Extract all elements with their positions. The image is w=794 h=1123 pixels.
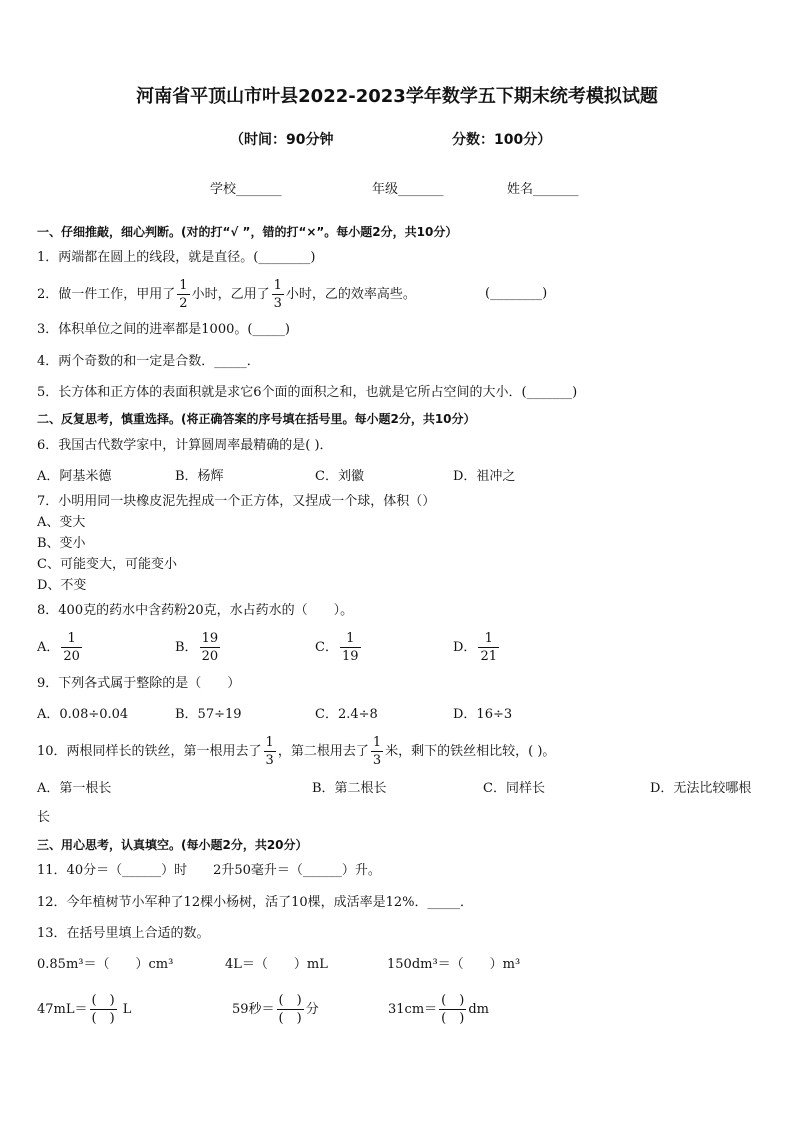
numerator: 1	[265, 735, 274, 750]
name-field[interactable]: 姓名_______	[507, 182, 579, 197]
q6-option-b: B．杨辉	[175, 469, 224, 484]
q2-text: 小时，乙用了	[191, 287, 270, 302]
denominator: 19	[341, 649, 359, 664]
question-13: 13．在括号里填上合适的数。	[37, 926, 210, 941]
fraction	[200, 630, 221, 665]
numerator: 1	[67, 631, 76, 646]
section-3-heading: 三、用心思考，认真填空。(每小题2分，共20分）	[37, 838, 308, 852]
numerator-blank[interactable]: ( )	[278, 993, 302, 1008]
q9-option-b: B．57÷19	[175, 707, 242, 722]
numerator-blank[interactable]: ( )	[91, 993, 115, 1008]
fraction	[272, 277, 284, 312]
q9-option-d: D．16÷3	[453, 707, 513, 722]
q13-item: 4L＝（ ）mL	[225, 957, 328, 972]
fraction	[340, 630, 361, 665]
q6-option-a: A．阿基米德	[37, 469, 112, 484]
question-1: 1．两端都在圆上的线段，就是直径。(________)	[37, 250, 316, 265]
denominator: 21	[480, 649, 497, 664]
fraction-blank[interactable]	[90, 992, 117, 1027]
numerator: 1	[484, 631, 493, 646]
numerator: 1	[179, 278, 188, 293]
unit: dm	[468, 1002, 489, 1017]
unit: 分	[305, 1002, 319, 1017]
q10-option-a: A．第一根长	[37, 781, 112, 796]
q6-option-c: C．刘徽	[315, 469, 364, 484]
denominator: 3	[372, 753, 382, 768]
question-7: 7．小明用同一块橡皮泥先捏成一个正方体，又捏成一个球，体积（）	[37, 494, 436, 509]
grade-field[interactable]: 年级_______	[372, 182, 444, 197]
exam-time: （时间：90分钟	[230, 132, 334, 148]
q7-option-c: C、可能变大，可能变小	[37, 557, 177, 572]
q6-option-d: D．祖冲之	[453, 469, 516, 484]
question-10	[37, 734, 555, 769]
fraction	[371, 734, 383, 769]
denominator: 20	[63, 649, 80, 664]
q2-answer-blank[interactable]: (________)	[485, 286, 548, 301]
fraction	[61, 630, 82, 665]
q9-option-c: C．2.4÷8	[315, 707, 378, 722]
denominator: 2	[179, 296, 188, 311]
q13-item: 150dm³＝（ ）m³	[387, 957, 521, 972]
q9-option-a: A．0.08÷0.04	[37, 707, 129, 722]
fraction	[478, 630, 499, 665]
denominator-blank[interactable]: ( )	[91, 1011, 115, 1026]
q13-item	[388, 992, 489, 1027]
page-title: 河南省平顶山市叶县2022-2023学年数学五下期末统考模拟试题	[136, 86, 658, 107]
question-6: 6．我国古代数学家中，计算圆周率最精确的是( )．	[37, 438, 333, 453]
option-label: A．	[37, 640, 60, 655]
fraction-blank[interactable]	[277, 992, 304, 1027]
q10-text: 10．两根同样长的铁丝，第一根用去了	[37, 744, 262, 759]
q8-option-d	[453, 630, 501, 665]
question-8: 8．400克的药水中含药粉20克，水占药水的（ ）。	[37, 603, 354, 618]
q13-item	[232, 992, 319, 1027]
expression: 31cm＝	[388, 1002, 438, 1017]
q10-option-b: B．第二根长	[312, 781, 387, 796]
q8-option-b	[175, 630, 222, 665]
fraction-blank[interactable]	[439, 992, 466, 1027]
option-label: D．	[453, 640, 477, 655]
option-label: B．	[175, 640, 198, 655]
numerator: 1	[372, 735, 382, 750]
q7-option-d: D、不变	[37, 578, 87, 593]
section-1-heading: 一、仔细推敲，细心判断。(对的打“√ ”，错的打“×”。每小题2分，共10分）	[37, 225, 458, 239]
denominator: 20	[201, 649, 219, 664]
option-label: C．	[315, 640, 338, 655]
denominator: 3	[273, 296, 282, 311]
school-field[interactable]: 学校_______	[210, 182, 282, 197]
question-5: 5．长方体和正方体的表面积就是求它6个面的面积之和，也就是它所占空间的大小．(_______)	[37, 385, 578, 400]
q8-option-a	[37, 630, 84, 665]
section-2-heading: 二、反复思考，慎重选择。(将正确答案的序号填在括号里。每小题2分，共10分）	[37, 412, 476, 426]
denominator: 3	[265, 753, 274, 768]
numerator-blank[interactable]: ( )	[441, 993, 465, 1008]
q7-option-b: B、变小	[37, 536, 86, 551]
fraction	[264, 734, 276, 769]
numerator: 19	[201, 631, 219, 646]
question-2	[37, 277, 416, 312]
q7-option-a: A、变大	[37, 515, 86, 530]
q10-text: ，第二根用去了	[277, 744, 369, 759]
numerator: 1	[346, 631, 355, 646]
q10-option-d: D．无法比较哪根	[650, 781, 752, 796]
q8-option-c	[315, 630, 363, 665]
q2-text: 小时，乙的效率高些。	[285, 287, 416, 302]
unit: L	[118, 1002, 132, 1017]
fraction	[177, 277, 189, 312]
q13-item: 0.85m³＝（ ）cm³	[37, 957, 174, 972]
q10-option-c: C．同样长	[483, 781, 545, 796]
exam-score: 分数：100分）	[452, 132, 552, 148]
q13-item	[37, 992, 131, 1027]
denominator-blank[interactable]: ( )	[441, 1011, 465, 1026]
expression: 47mL＝	[37, 1002, 88, 1017]
question-9: 9．下列各式属于整除的是（ ）	[37, 676, 241, 691]
q10-text: 米，剩下的铁丝相比较，( )。	[385, 744, 556, 759]
question-4: 4．两个奇数的和一定是合数．_____．	[37, 354, 260, 369]
expression: 59秒＝	[232, 1002, 275, 1017]
q10-option-d-wrap: 长	[37, 810, 51, 825]
denominator-blank[interactable]: ( )	[278, 1011, 302, 1026]
numerator: 1	[273, 278, 282, 293]
question-3: 3．体积单位之间的进率都是1000。(_____)	[37, 322, 290, 337]
q2-text: 2．做一件工作，甲用了	[37, 287, 176, 302]
question-11: 11．40分＝（______）时 2升50毫升＝（______）升。	[37, 863, 381, 878]
question-12: 12．今年植树节小军种了12棵小杨树，活了10棵，成活率是12%．_____．	[37, 895, 474, 910]
